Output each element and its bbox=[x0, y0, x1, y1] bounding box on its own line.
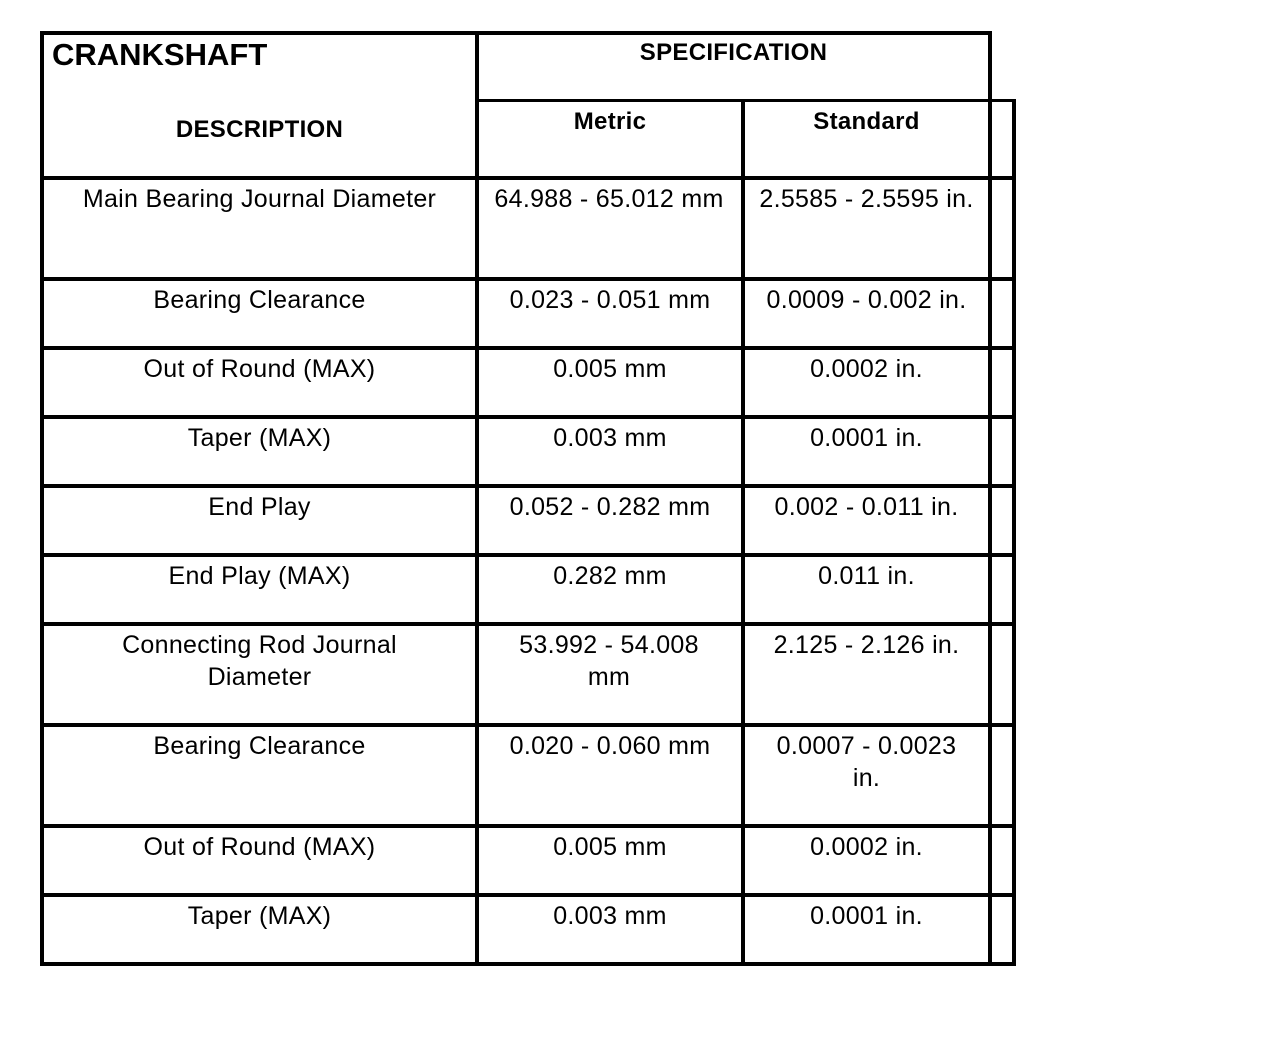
row-description: Connecting Rod Journal Diameter bbox=[122, 631, 397, 691]
crankshaft-spec-table bbox=[40, 31, 1016, 966]
row-metric: 0.003 mm bbox=[553, 902, 667, 930]
row-metric: 0.003 mm bbox=[553, 424, 667, 452]
table-border-right-outer bbox=[1012, 100, 1016, 966]
row-metric: 0.020 - 0.060 mm bbox=[509, 732, 711, 760]
row-standard: 0.0007 - 0.0023 in. bbox=[776, 732, 957, 792]
metric-column-header: Metric bbox=[573, 108, 647, 135]
spec-header: SPECIFICATION bbox=[639, 39, 828, 66]
row-standard: 0.0001 in. bbox=[810, 902, 923, 930]
row-standard: 0.0002 in. bbox=[810, 355, 923, 383]
row-description: Taper (MAX) bbox=[187, 424, 332, 452]
row-standard: 0.0009 - 0.002 in. bbox=[766, 286, 967, 314]
row-standard: 0.0001 in. bbox=[810, 424, 923, 452]
row-description: Bearing Clearance bbox=[153, 286, 366, 314]
row-divider bbox=[40, 277, 1016, 281]
row-description: Out of Round (MAX) bbox=[143, 355, 376, 383]
row-divider bbox=[40, 824, 1016, 828]
standard-column-header: Standard bbox=[813, 108, 920, 135]
row-metric: 0.282 mm bbox=[553, 562, 667, 590]
row-metric: 64.988 - 65.012 mm bbox=[494, 185, 724, 213]
row-standard: 0.011 in. bbox=[818, 562, 915, 590]
table-border-bottom bbox=[40, 962, 1016, 966]
row-metric: 0.052 - 0.282 mm bbox=[509, 493, 711, 521]
row-metric: 53.992 - 54.008 mm bbox=[519, 631, 699, 691]
row-description: End Play (MAX) bbox=[168, 562, 351, 590]
row-divider bbox=[40, 415, 1016, 419]
row-description: Bearing Clearance bbox=[153, 732, 366, 760]
row-standard: 0.0002 in. bbox=[810, 833, 923, 861]
row-standard: 2.5585 - 2.5595 in. bbox=[759, 185, 974, 213]
row-description: Out of Round (MAX) bbox=[143, 833, 376, 861]
table-border-top bbox=[40, 31, 992, 35]
row-description: Taper (MAX) bbox=[187, 902, 332, 930]
header-bottom-line bbox=[40, 176, 1016, 180]
row-divider bbox=[40, 346, 1016, 350]
row-description: Main Bearing Journal Diameter bbox=[82, 185, 437, 213]
row-standard: 2.125 - 2.126 in. bbox=[773, 631, 960, 659]
row-metric: 0.023 - 0.051 mm bbox=[509, 286, 711, 314]
spec-header-underline bbox=[475, 99, 1016, 102]
row-standard: 0.002 - 0.011 in. bbox=[774, 493, 959, 521]
row-divider bbox=[40, 622, 1016, 626]
row-description: End Play bbox=[208, 493, 311, 521]
row-divider bbox=[40, 484, 1016, 488]
row-metric: 0.005 mm bbox=[553, 355, 667, 383]
table-title: CRANKSHAFT bbox=[52, 37, 268, 72]
row-metric: 0.005 mm bbox=[553, 833, 667, 861]
description-column-header: DESCRIPTION bbox=[175, 116, 344, 143]
row-divider bbox=[40, 893, 1016, 897]
row-divider bbox=[40, 723, 1016, 727]
row-divider bbox=[40, 553, 1016, 557]
